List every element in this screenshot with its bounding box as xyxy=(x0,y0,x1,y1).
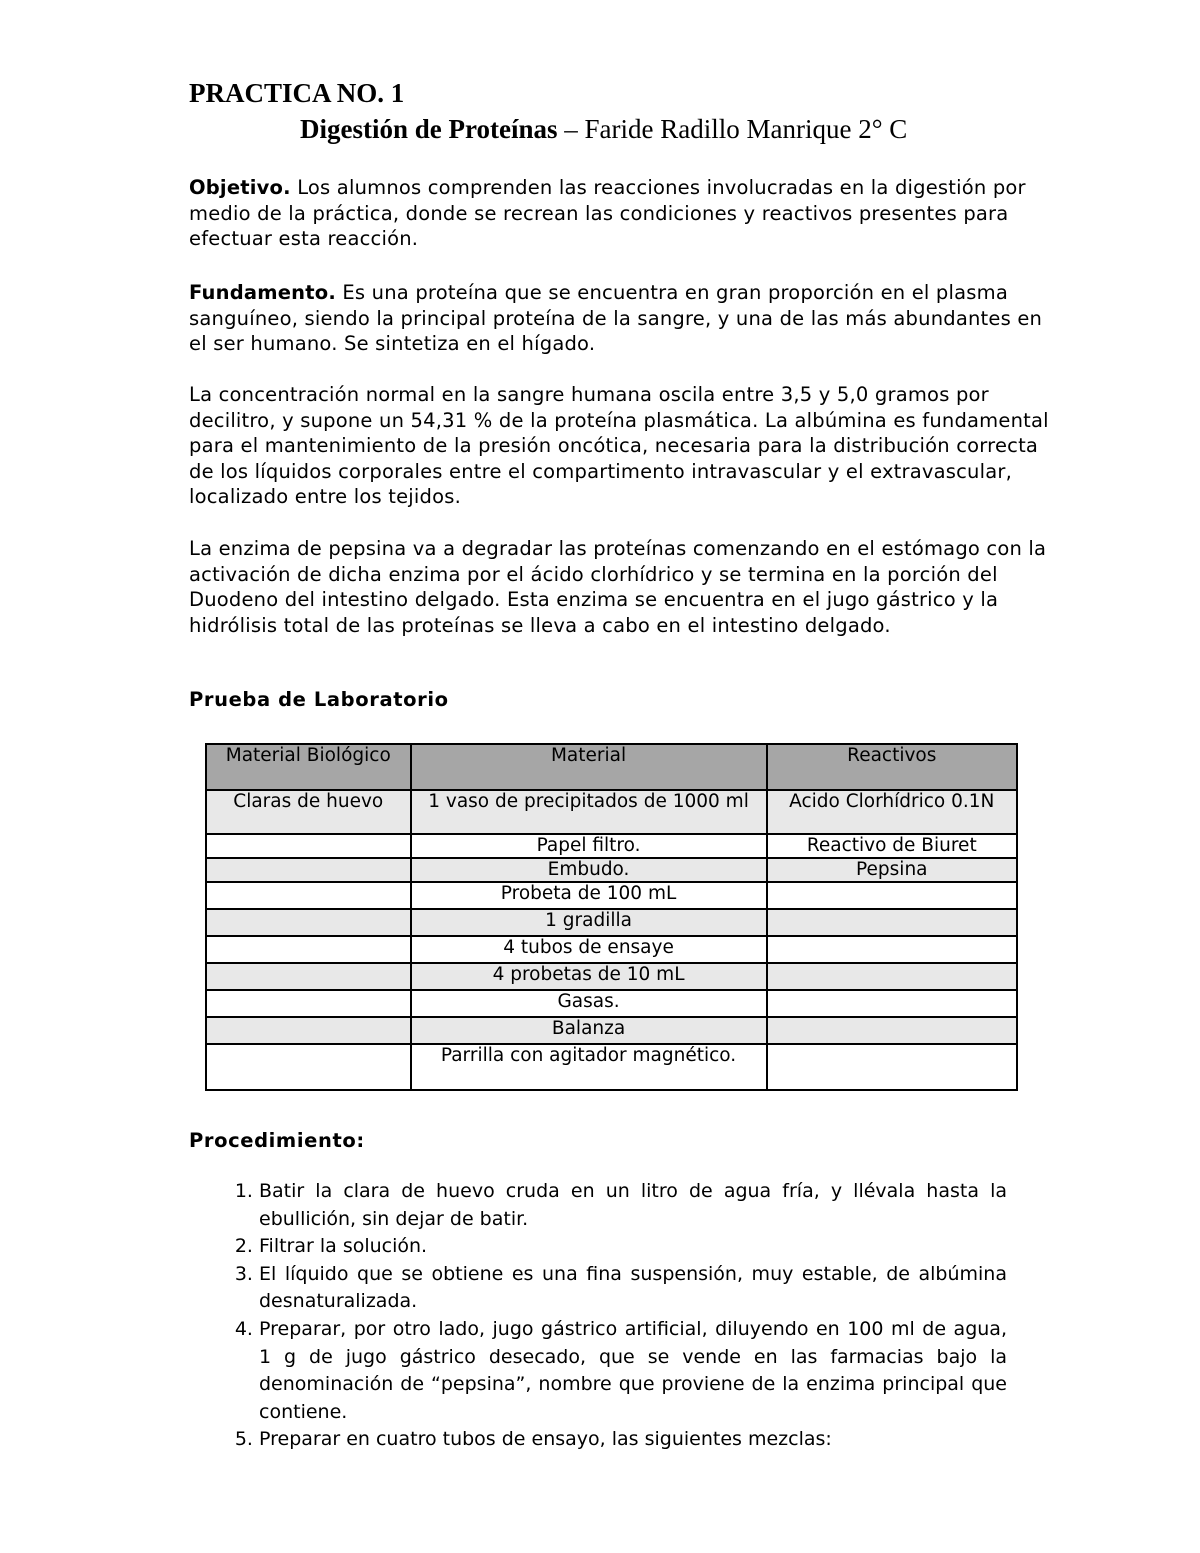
header-reactivos: Reactivos xyxy=(767,744,1017,790)
table-cell: Papel filtro. xyxy=(411,834,767,858)
table-row xyxy=(206,858,1017,882)
objetivo-paragraph xyxy=(189,175,1049,252)
fundamento-text: Es una proteína que se encuentra en gran proporción en el plasma sanguíneo, siendo la principal proteína de la sangre, y una de las más abundantes en el ser humano. Se sintetiza en el hígado. xyxy=(189,281,1043,355)
procedimiento-heading: Procedimiento: xyxy=(189,1129,365,1152)
header-material-biologico: Material Biológico xyxy=(206,744,411,790)
objetivo-label: Objetivo. xyxy=(189,176,291,199)
table-cell: Parrilla con agitador magnético. xyxy=(411,1044,767,1090)
table-row xyxy=(206,790,1017,834)
table-cell xyxy=(767,963,1017,990)
table-row xyxy=(206,882,1017,909)
prueba-heading: Prueba de Laboratorio xyxy=(189,688,449,711)
title-separator: – xyxy=(557,114,585,144)
table-cell xyxy=(206,1017,411,1044)
table-row xyxy=(206,990,1017,1017)
table-cell: Embudo. xyxy=(411,858,767,882)
table-row xyxy=(206,1044,1017,1090)
table-cell: Probeta de 100 mL xyxy=(411,882,767,909)
fundamento-paragraph xyxy=(189,280,1049,357)
materials-table xyxy=(205,743,1018,1091)
table-row xyxy=(206,834,1017,858)
table-cell: 4 probetas de 10 mL xyxy=(411,963,767,990)
objetivo-text: Los alumnos comprenden las reacciones involucradas en la digestión por medio de la práctica, donde se recrean las condiciones y reactivos presentes para efectuar esta reacción. xyxy=(189,176,1026,250)
table-cell xyxy=(206,1044,411,1090)
table-cell xyxy=(767,1017,1017,1044)
table-cell: Pepsina xyxy=(767,858,1017,882)
author-name: Faride Radillo Manrique 2° C xyxy=(584,114,908,144)
table-cell: 1 vaso de precipitados de 1000 ml xyxy=(411,790,767,834)
table-row xyxy=(206,909,1017,936)
document-title: PRACTICA NO. 1 xyxy=(189,78,405,108)
document-subtitle xyxy=(300,114,907,145)
table-row xyxy=(206,1017,1017,1044)
table-header-row xyxy=(206,744,1017,790)
table-cell: Claras de huevo xyxy=(206,790,411,834)
table-cell xyxy=(767,990,1017,1017)
table-cell xyxy=(206,990,411,1017)
procedure-step: 2. Filtrar la solución. xyxy=(259,1233,1007,1261)
table-cell xyxy=(767,936,1017,963)
procedure-step: 1. Batir la clara de huevo cruda en un litro de agua fría, y llévala hasta la ebullición, sin dejar de batir. xyxy=(259,1178,1007,1233)
table-cell xyxy=(206,963,411,990)
table-cell xyxy=(767,1044,1017,1090)
table-cell xyxy=(206,834,411,858)
table-cell xyxy=(206,936,411,963)
table-cell xyxy=(767,882,1017,909)
table-cell xyxy=(206,858,411,882)
table-cell xyxy=(767,909,1017,936)
header-material: Material xyxy=(411,744,767,790)
table-row xyxy=(206,963,1017,990)
procedure-step: 4. Preparar, por otro lado, jugo gástrico artificial, diluyendo en 100 ml de agua, 1 g de jugo gástrico desecado, que se vende en las farmacias bajo la denominación de “pepsina”, nombre que proviene de la enzima principal que contiene. xyxy=(259,1316,1007,1426)
table-cell: 4 tubos de ensaye xyxy=(411,936,767,963)
procedure-steps-list xyxy=(189,1178,1007,1454)
table-cell xyxy=(206,909,411,936)
table-cell: Acido Clorhídrico 0.1N xyxy=(767,790,1017,834)
table-cell: Reactivo de Biuret xyxy=(767,834,1017,858)
albumina-paragraph: La concentración normal en la sangre humana oscila entre 3,5 y 5,0 gramos por decilitro, y supone un 54,31 % de la proteína plasmática. La albúmina es fundamental para el mantenimiento de la presión oncótica, necesaria para la distribución correcta de los líquidos corporales entre el compartimento intravascular y el extravascular, localizado entre los tejidos. xyxy=(189,383,1049,508)
table-cell: 1 gradilla xyxy=(411,909,767,936)
table-row xyxy=(206,936,1017,963)
table-cell: Gasas. xyxy=(411,990,767,1017)
procedure-step: 5. Preparar en cuatro tubos de ensayo, las siguientes mezclas: xyxy=(259,1426,1007,1454)
table-cell xyxy=(206,882,411,909)
pepsina-paragraph: La enzima de pepsina va a degradar las proteínas comenzando en el estómago con la activación de dicha enzima por el ácido clorhídrico y se termina en la porción del Duodeno del intestino delgado. Esta enzima se encuentra en el jugo gástrico y la hidrólisis total de las proteínas se lleva a cabo en el intestino delgado. xyxy=(189,537,1047,637)
table-cell: Balanza xyxy=(411,1017,767,1044)
fundamento-label: Fundamento. xyxy=(189,281,336,304)
practice-subject: Digestión de Proteínas xyxy=(300,114,558,144)
procedure-step: 3. El líquido que se obtiene es una fina suspensión, muy estable, de albúmina desnaturalizada. xyxy=(259,1261,1007,1316)
